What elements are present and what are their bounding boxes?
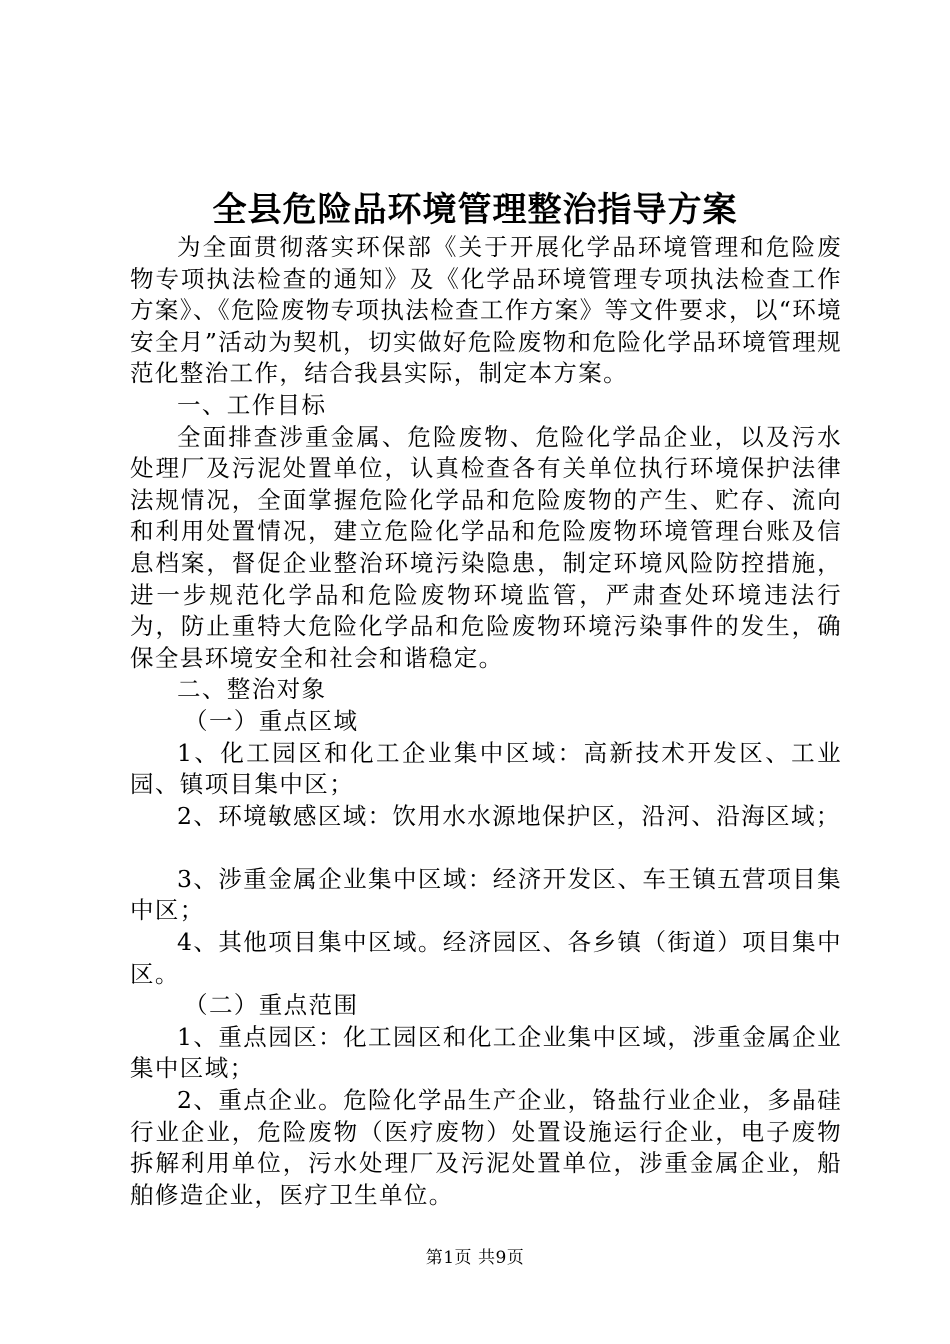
section-heading-targets: 二、整治对象 <box>177 675 327 704</box>
document-title: 全县危险品环境管理整治指导方案 <box>212 190 738 230</box>
document-body <box>130 232 842 1211</box>
key-area-item-3: 3、涉重金属企业集中区域：经济开发区、车王镇五营项目集中区； <box>130 864 842 925</box>
intro-paragraph: 为全面贯彻落实环保部《关于开展化学品环境管理和危险废物专项执法检查的通知》及《化学品环境管理专项执法检查工作方案》、《危险废物专项执法检查工作方案》等文件要求，以“环境安全月”活动为契机，切实做好危险废物和危险化学品环境管理规范化整治工作，结合我县实际，制定本方案。 <box>130 233 843 388</box>
blank-line <box>130 832 842 864</box>
section-heading-goals: 一、工作目标 <box>177 390 327 419</box>
key-area-item-4: 4、其他项目集中区域。经济园区、各乡镇（街道）项目集中区。 <box>130 928 842 988</box>
key-scope-item-1: 1、重点园区：化工园区和化工企业集中区域，涉重金属企业集中区域； <box>130 1022 842 1083</box>
subheading-key-areas: （一）重点区域 <box>184 706 359 735</box>
key-area-item-1: 1、化工园区和化工企业集中区域：高新技术开发区、工业园、镇项目集中区； <box>130 738 842 799</box>
key-scope-item-2: 2、重点企业。危险化学品生产企业，铬盐行业企业，多晶硅行业企业，危险废物（医疗废物）处置设施运行企业，电子废物拆解利用单位，污水处理厂及污泥处置单位，涉重金属企业，船舶修造企业，医疗卫生单位。 <box>130 1086 842 1209</box>
subheading-key-scope: （二）重点范围 <box>184 991 359 1020</box>
goals-paragraph: 全面排查涉重金属、危险废物、危险化学品企业，以及污水处理厂及污泥处置单位，认真检查各有关单位执行环境保护法律法规情况，全面掌握危险化学品和危险废物的产生、贮存、流向和利用处置情况，建立危险化学品和危险废物环境管理台账及信息档案，督促企业整治环境污染隐患，制定环境风险防控措施，进一步规范化学品和危险废物环境监管，严肃查处环境违法行为，防止重特大危险化学品和危险废物环境污染事件的发生，确保全县环境安全和社会和谐稳定。 <box>130 422 842 672</box>
page-number-footer: 第1页 共9页 <box>425 1248 525 1268</box>
key-area-item-2: 2、环境敏感区域：饮用水水源地保护区，沿河、沿海区域； <box>177 801 841 830</box>
